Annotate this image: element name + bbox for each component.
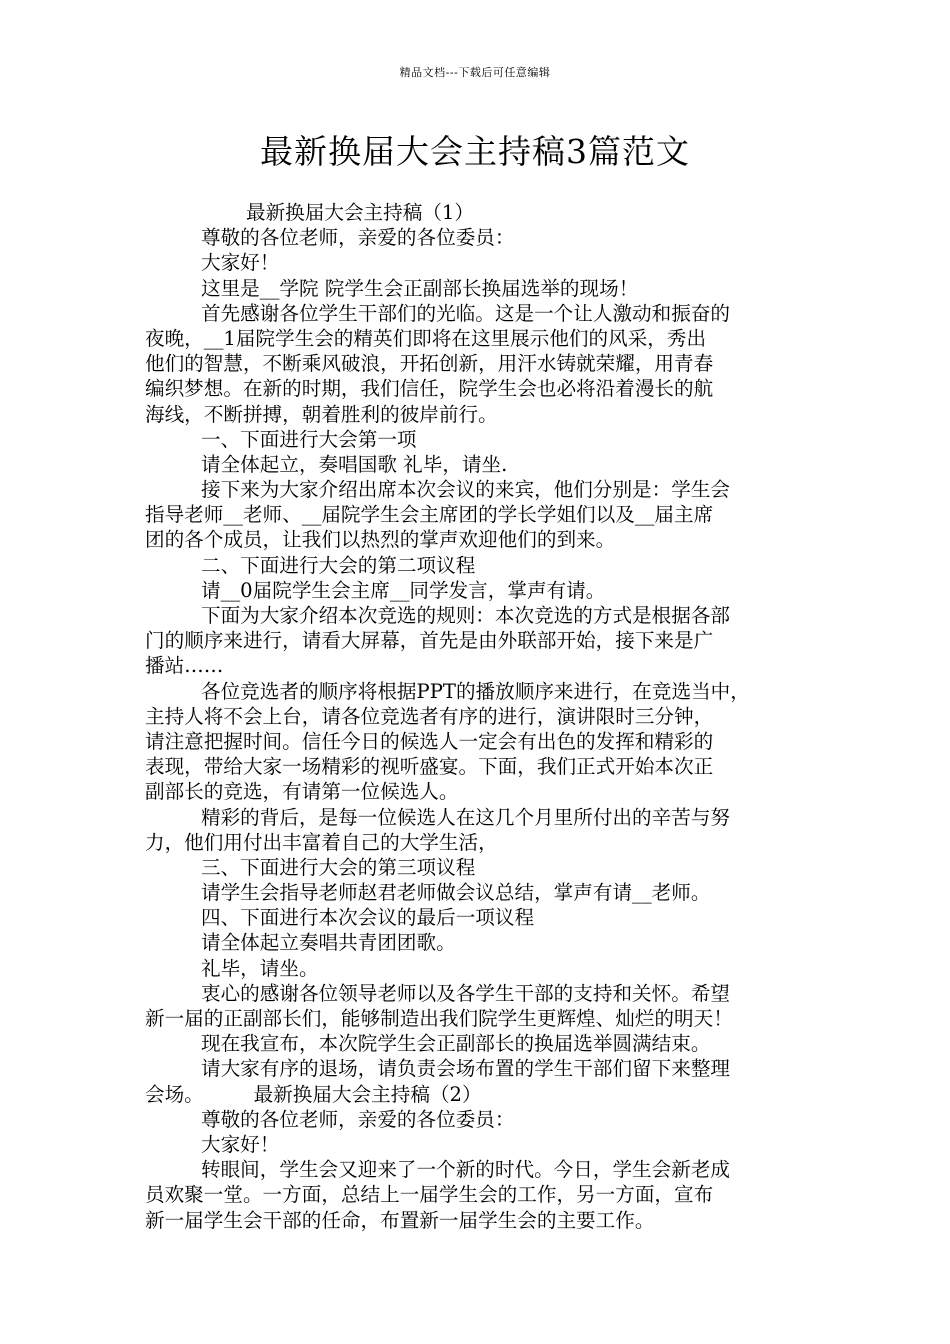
text-line: 请全体起立奏唱共青团团歌。 [201, 931, 456, 955]
text-line: 主持人将不会上台，请各位竞选者有序的进行，演讲限时三分钟， [145, 704, 714, 728]
document-title: 最新换届大会主持稿3篇范文 [260, 132, 690, 171]
text-line: 四、下面进行本次会议的最后一项议程 [201, 906, 535, 930]
text-line: 员欢聚一堂。一方面，总结上一届学生会的工作，另一方面，宣布 [145, 1183, 714, 1207]
text-line: 播站…… [145, 654, 224, 678]
text-line: 会场。 最新换届大会主持稿（2） [145, 1082, 482, 1106]
text-line: 团的各个成员，让我们以热烈的掌声欢迎他们的到来。 [145, 528, 616, 552]
document-body [145, 200, 817, 1233]
text-line: 新一届学生会干部的任命，布置新一届学生会的主要工作。 [145, 1208, 655, 1232]
text-line: 请__0届院学生会主席__同学发言，掌声有请。 [201, 578, 606, 602]
text-line: 下面为大家介绍本次竞选的规则：本次竞选的方式是根据各部 [201, 604, 731, 627]
text-line: 他们的智慧，不断乘风破浪，开拓创新，用汗水铸就荣耀，用青春 [145, 352, 714, 376]
text-line: 二、下面进行大会的第二项议程 [201, 553, 476, 577]
text-line: 转眼间，学生会又迎来了一个新的时代。今日，学生会新老成 [201, 1158, 731, 1182]
text-line: 编织梦想。在新的时期，我们信任，院学生会也必将沿着漫长的航 [145, 377, 714, 401]
text-line: 尊敬的各位老师，亲爱的各位委员： [201, 1107, 515, 1131]
text-line: 请全体起立，奏唱国歌 礼毕，请坐. [201, 452, 508, 476]
text-line: 一、下面进行大会第一项 [201, 427, 417, 451]
text-line: 指导老师__老师、__届院学生会主席团的学长学姐们以及__届主席 [145, 503, 714, 527]
text-line: 首先感谢各位学生干部们的光临。这是一个让人激动和振奋的 [201, 301, 731, 325]
text-line: 表现，带给大家一场精彩的视听盛宴。下面，我们正式开始本次正 [145, 755, 714, 779]
text-line: 门的顺序来进行，请看大屏幕，首先是由外联部开始，接下来是广 [145, 629, 714, 653]
text-line: 接下来为大家介绍出席本次会议的来宾，他们分别是：学生会 [201, 478, 731, 502]
text-line: 海线，不断拼搏，朝着胜利的彼岸前行。 [145, 402, 498, 426]
text-line: 礼毕，请坐。 [201, 956, 319, 980]
section-heading: 最新换届大会主持稿（1） [246, 201, 474, 224]
text-line: 夜晚，__1届院学生会的精英们即将在这里展示他们的风采，秀出 [145, 326, 707, 350]
text-line: 请注意把握时间。信任今日的候选人一定会有出色的发挥和精彩的 [145, 729, 714, 753]
text-line: 大家好！ [201, 1132, 280, 1156]
text-line: 三、下面进行大会的第三项议程 [201, 855, 476, 879]
text-line: 大家好！ [201, 251, 280, 275]
text-line: 尊敬的各位老师，亲爱的各位委员： [201, 226, 515, 250]
text-line: 现在我宣布，本次院学生会正副部长的换届选举圆满结束。 [201, 1032, 711, 1056]
text-line: 请学生会指导老师赵君老师做会议总结，掌声有请__老师。 [201, 881, 711, 905]
text-line: 这里是__学院 院学生会正副部长换届选举的现场！ [201, 276, 639, 300]
header-note: 精品文档---下载后可任意编辑 [399, 66, 551, 79]
text-line: 衷心的感谢各位领导老师以及各学生干部的支持和关怀。希望 [201, 981, 731, 1005]
text-line: 新一届的正副部长们，能够制造出我们院学生更辉煌、灿烂的明天！ [145, 1007, 733, 1030]
text-line: 各位竞选者的顺序将根据PPT的播放顺序来进行，在竞选当中， [201, 679, 750, 703]
text-line: 精彩的背后，是每一位候选人在这几个月里所付出的辛苦与努 [201, 805, 731, 829]
text-line: 请大家有序的退场，请负责会场布置的学生干部们留下来整理 [201, 1057, 731, 1081]
text-line: 力，他们用付出丰富着自己的大学生活， [145, 830, 498, 854]
text-line: 副部长的竞选，有请第一位候选人。 [145, 780, 459, 804]
